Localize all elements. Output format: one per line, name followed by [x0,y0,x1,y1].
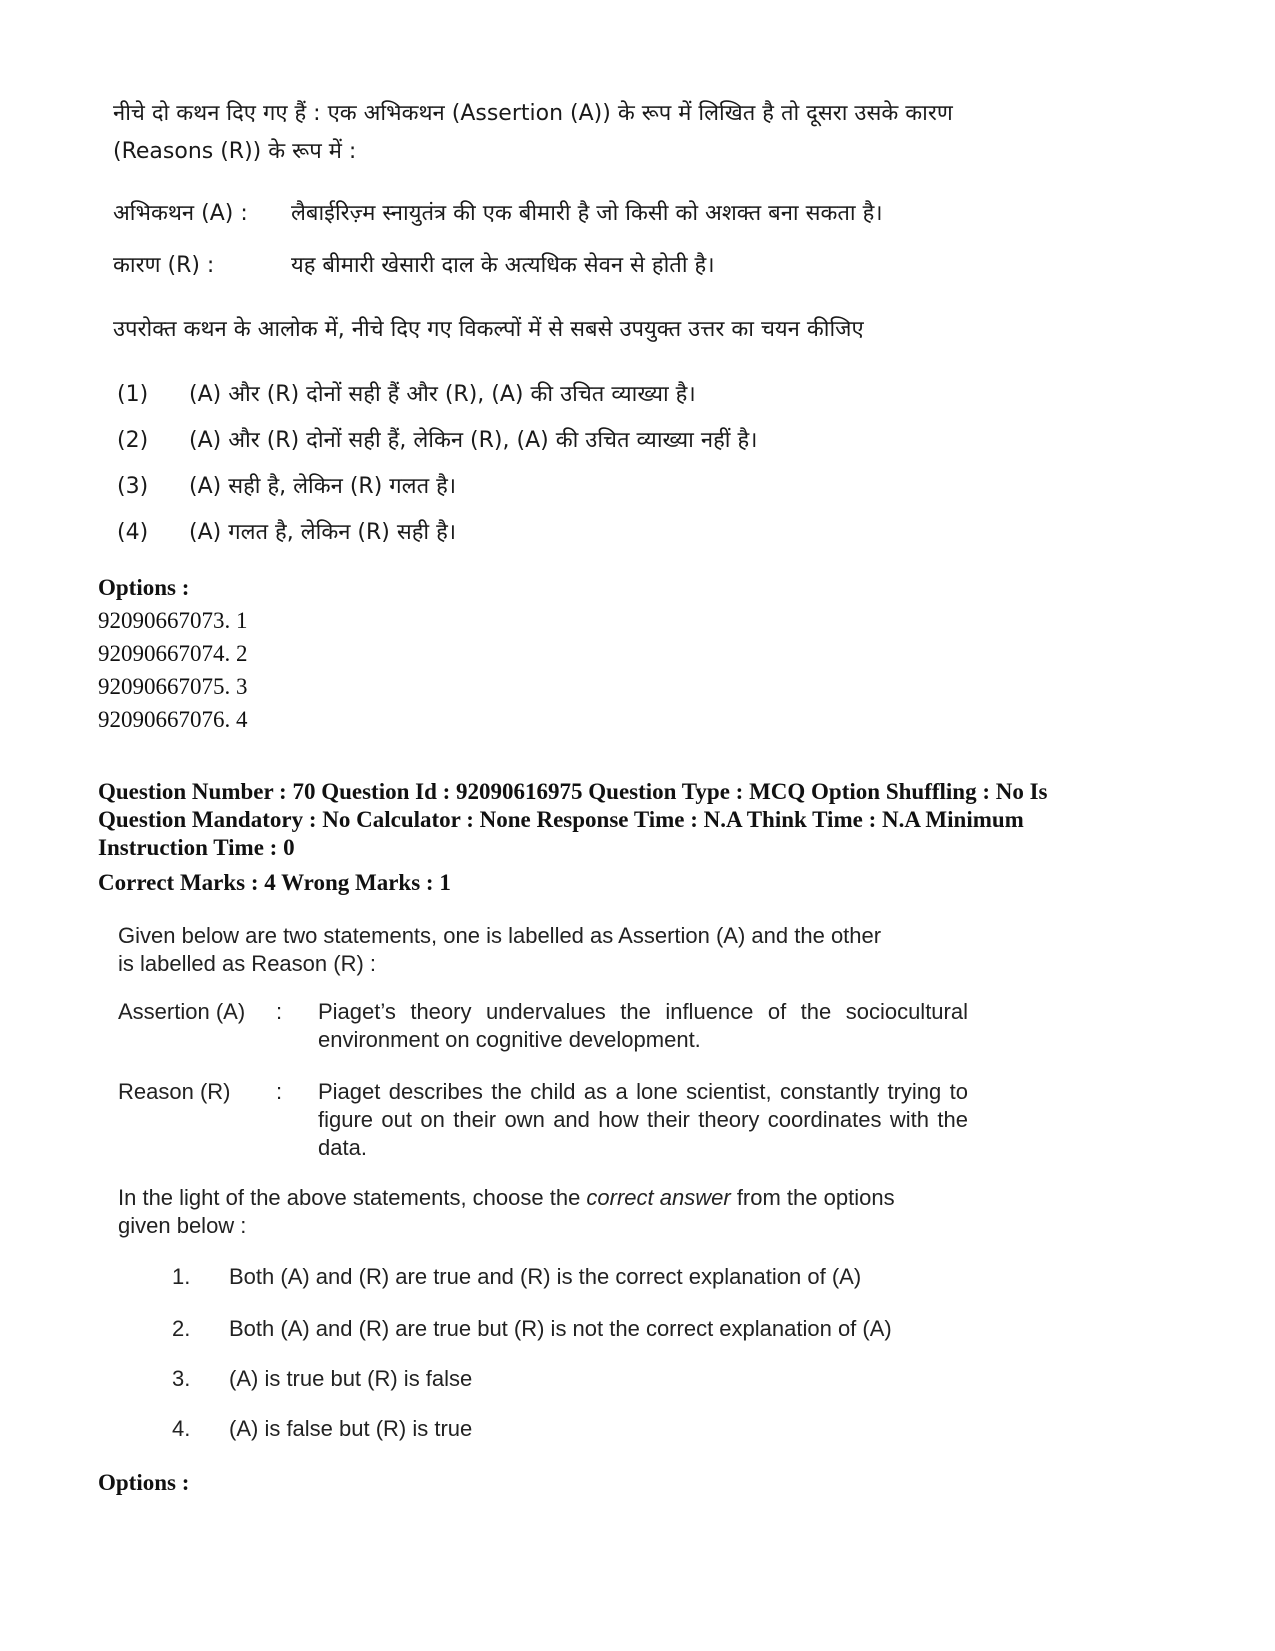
english-instruction-pre: In the light of the above statements, choose the [118,1185,587,1210]
english-question-intro [118,922,881,978]
english-instruction-emphasis: correct answer [586,1185,731,1210]
english-option-text: (A) is true but (R) is false [229,1366,473,1391]
english-option-text: (A) is false but (R) is true [229,1416,473,1441]
option-id-1: 92090667073. 1 [98,608,248,633]
english-reason-row [118,1078,978,1168]
hindi-option-number: (1) [117,382,149,407]
hindi-option-text: (A) और (R) दोनों सही हैं और (R), (A) की उचित व्याख्या है। [189,382,696,407]
hindi-intro-line-2: (Reasons (R)) के रूप में : [113,139,357,164]
english-reason-colon: : [276,1079,283,1104]
hindi-instruction: उपरोक्त कथन के आलोक में, नीचे दिए गए विकल्पों में से सबसे उपयुक्त उत्तर का चयन कीजिए [113,317,864,342]
english-option-number: 2. [172,1316,191,1341]
english-option-text: Both (A) and (R) are true and (R) is the correct explanation of (A) [229,1264,862,1289]
hindi-option-text: (A) और (R) दोनों सही हैं, लेकिन (R), (A) की उचित व्याख्या नहीं है। [189,428,758,453]
english-option-text: Both (A) and (R) are true but (R) is not the correct explanation of (A) [229,1316,892,1341]
english-reason-label: Reason (R) [118,1079,231,1104]
hindi-assertion-label: अभिकथन (A) : [113,201,248,226]
hindi-option-text: (A) गलत है, लेकिन (R) सही है। [189,520,457,545]
hindi-question-intro [113,95,1073,171]
english-instruction [118,1184,895,1240]
hindi-option-number: (4) [117,520,149,545]
question-meta-line-1: Question Number : 70 Question Id : 92090616975 Question Type : MCQ Option Shuffling : No Is [98,779,1048,804]
option-id-3: 92090667075. 3 [98,674,248,699]
hindi-assertion-text: लैबाईरिज़्म स्नायुतंत्र की एक बीमारी है जो किसी को अशक्त बना सकता है। [291,201,883,226]
hindi-intro-line-1: नीचे दो कथन दिए गए हैं : एक अभिकथन (Assertion (A)) के रूप में लिखित है तो दूसरा उसके कारण [113,101,953,126]
hindi-option-text: (A) सही है, लेकिन (R) गलत है। [189,474,457,499]
english-assertion-colon: : [276,999,283,1024]
english-instruction-line-2: given below : [118,1213,247,1238]
option-id-2: 92090667074. 2 [98,641,248,666]
hindi-reason-label: कारण (R) : [113,253,215,278]
question-meta-line-3: Instruction Time : 0 [98,835,295,860]
options-heading: Options : [98,575,190,600]
hindi-option-number: (3) [117,474,149,499]
option-id-4: 92090667076. 4 [98,707,248,732]
question-meta-line-2: Question Mandatory : No Calculator : None Response Time : N.A Think Time : N.A Minimum [98,807,1024,832]
hindi-reason-text: यह बीमारी खेसारी दाल के अत्यधिक सेवन से होती है। [291,253,715,278]
english-option-number: 1. [172,1264,191,1289]
english-assertion-label: Assertion (A) [118,999,246,1024]
english-assertion-text: Piaget’s theory undervalues the influence of the sociocultural environment on cognitive development. [318,999,968,1052]
english-instruction-line-1 [118,1184,895,1212]
english-reason-text: Piaget describes the child as a lone scientist, constantly trying to figure out on their own and how their theory coordinates with the data. [318,1079,968,1160]
english-intro-line-2: is labelled as Reason (R) : [118,951,377,976]
question-marks: Correct Marks : 4 Wrong Marks : 1 [98,870,451,895]
english-assertion-row [118,998,978,1058]
options-heading-2: Options : [98,1470,190,1495]
question-meta [98,778,1048,862]
english-option-number: 4. [172,1416,191,1441]
english-intro-line-1: Given below are two statements, one is labelled as Assertion (A) and the other [118,923,882,948]
hindi-option-number: (2) [117,428,149,453]
english-option-number: 3. [172,1366,191,1391]
english-instruction-post: from the options [730,1185,895,1210]
